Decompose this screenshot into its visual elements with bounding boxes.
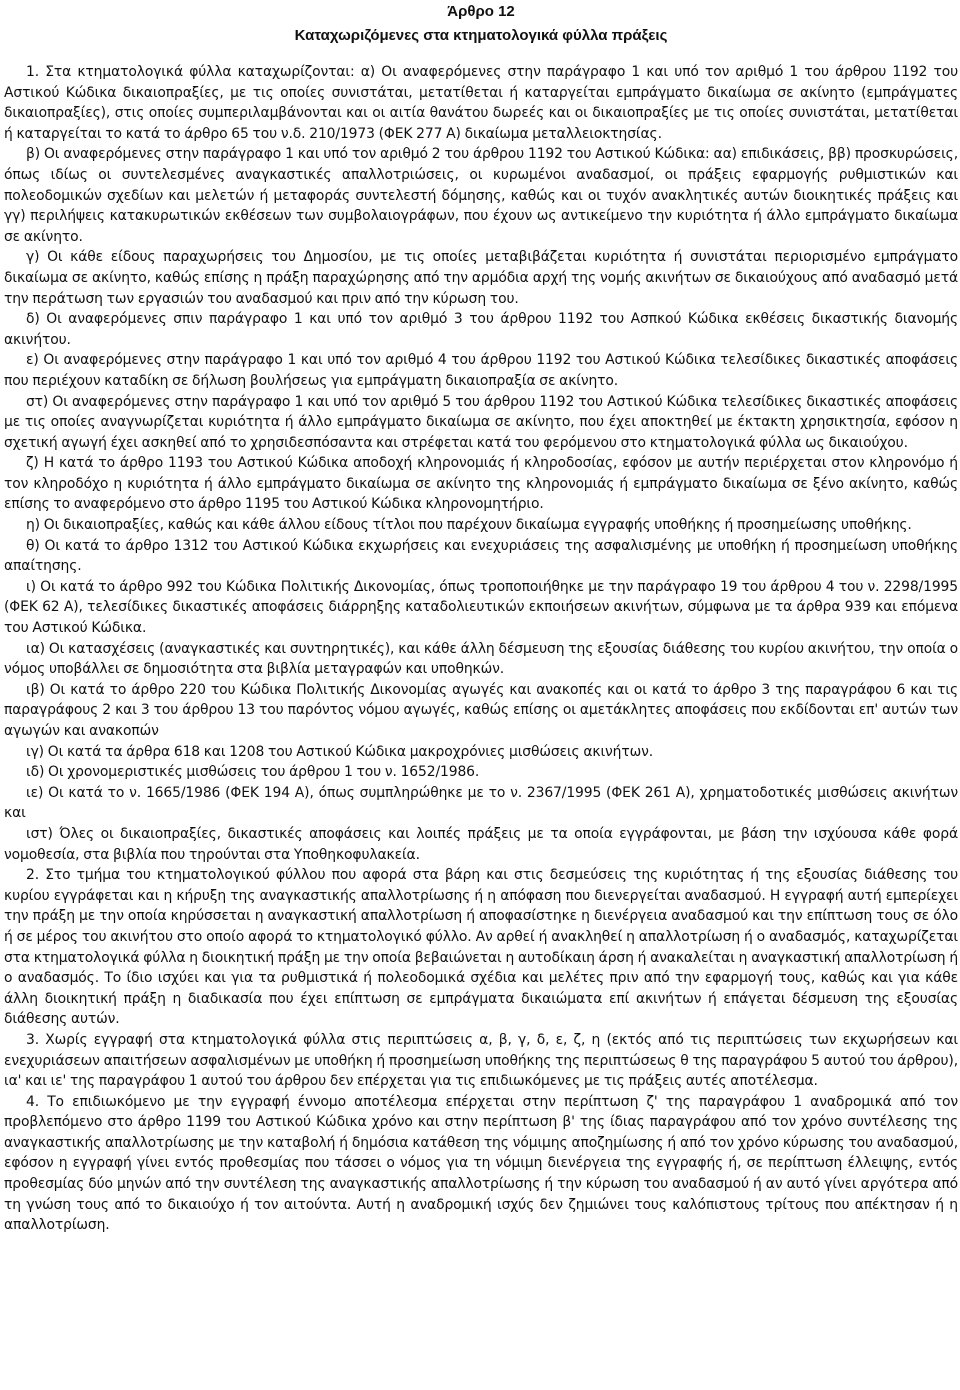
article-title: Άρθρο 12	[447, 3, 515, 20]
paragraph-1-i: η) Οι δικαιοπραξίες, καθώς και κάθε άλλου είδους τίτλοι που παρέχουν δικαίωμα εγγραφής υποθήκης ή προσημείωσης υποθήκης.	[26, 517, 912, 534]
paragraph-1-z: ζ) Η κατά το άρθρο 1193 του Αστικού Κώδικα αποδοχή κληρονομιάς ή κληροδοσίας, εφόσον με αυτήν περιέρχεται στον κληρονόμο ή τον κληροδόχο η κυριότητα ή άλλο εμπράγματο δικαίωμα σε ακίνητο της κληρονομιάς ή εμπράγματο δικαίωμα σε ξένο ακίνητο, καθώς επίσης το αναφερόμενο στο άρθρο 1195 του Αστικού Κώδικα κληρονομητήριο.	[4, 455, 958, 513]
paragraph-1-iota: ι) Οι κατά το άρθρο 992 του Κώδικα Πολιτικής Δικονομίας, όπως τροποποιήθηκε με την παράγραφο 19 του άρθρου 4 του ν. 2298/1995 (ΦΕΚ 62 Α), τελεσίδικες δικαστικές αποφάσεις διάρρηξης καταδολιευτικών εκποιήσεων ακινήτων, σύμφωνα με τα άρθρα 939 και επόμενα του Αστικού Κώδικα.	[4, 578, 958, 637]
paragraph-1-ig: ιγ) Οι κατά τα άρθρα 618 και 1208 του Αστικού Κώδικα μακροχρόνιες μισθώσεις ακινήτων.	[26, 743, 654, 760]
paragraph-1-ie: ιε) Οι κατά το ν. 1665/1986 (ΦΕΚ 194 Α), όπως συμπληρώθηκε με το ν. 2367/1995 (ΦΕΚ 261 Α), χρηματοδοτικές μισθώσεις ακινήτων και	[4, 784, 958, 822]
paragraph-1-e: ε) Οι αναφερόμενες στην παράγραφο 1 και υπό τον αριθμό 4 του άρθρου 1192 του Αστικού Κώδικα τελεσίδικες δικαστικές αποφάσεις που περιέχουν καταδίκη σε δήλωση βουλήσεως για εμπράγματη δικαιοπραξία σε ακίνητο.	[4, 352, 958, 389]
paragraph-1-ib: ιβ) Οι κατά το άρθρο 220 του Κώδικα Πολιτικής Δικονομίας αγωγές και ανακοπές και οι κατά το άρθρο 3 της παραγράφου 6 και τις παραγράφους 2 και 3 του άρθρου 13 του παρόντος νόμου αγωγές, καθώς επίσης οι αμετάκλητες αποφάσεις που εκδίδονται επ' αυτών των αγωγών και ανακοπών	[4, 681, 958, 739]
paragraph-1-b: β) Οι αναφερόμενες στην παράγραφο 1 και υπό τον αριθμό 2 του άρθρου 1192 του Αστικού Κώδικα: αα) επιδικάσεις, ββ) προσκυρώσεις, όπως ιδίως οι συντελεσμένες αναγκαστικές απαλλοτριώσεις, οι κυρωμένοι αναδασμοί, οι πράξεις εφαρμογής ρυθμιστικών και πολεοδομικών σχεδίων και μελετών ή μεταφοράς συντελεστή δόμησης, καθώς και οι τυχόν ανακλητικές αυτών διοικητικές πράξεις και γγ) περιλήψεις κατακυρωτικών εκθέσεων των συμβολαιογράφων, που έχουν ως αντικείμενο την κυριότητα ή άλλο εμπράγματο δικαίωμα σε ακίνητο.	[4, 146, 958, 245]
paragraph-3: 3. Χωρίς εγγραφή στα κτηματολογικά φύλλα στις περιπτώσεις α, β, γ, δ, ε, ζ, η (εκτός από τις περιπτώσεις των εκχωρήσεων και ενεχυριάσεων απαιτήσεων ασφαλισμένων με υποθήκη ή προσημείωση υποθήκης της περιπτώσεως θ της παραγράφου 5 αυτού του άρθρου), ια' και ιε' της παραγράφου 1 αυτού του άρθρου δεν επέρχεται για τις επιδιωκόμενες με τις πράξεις αυτές αποτέλεσμα.	[4, 1031, 958, 1090]
paragraph-1-th: θ) Οι κατά το άρθρο 1312 του Αστικού Κώδικα εκχωρήσεις και ενεχυριάσεις της ασφαλισμένης με υποθήκη ή προσημείωση υποθήκης απαίτησης.	[4, 537, 958, 575]
paragraph-4: 4. Το επιδιωκόμενο με την εγγραφή έννομο αποτέλεσμα επέρχεται στην περίπτωση ζ' της παραγράφου 1 αναδρομικά από τον προβλεπόμενο στο άρθρο 1199 του Αστικού Κώδικα χρόνο και στην περίπτωση β' της ίδιας παραγράφου από τον χρόνο συντέλεσης της αναγκαστικής απαλλοτρίωσης με την καταβολή ή δημόσια κατάθεση της νόμιμης αποζημίωσης ή από τον χρόνο κύρωσης του αναδασμού, εφόσον η εγγραφή γίνει εντός προθεσμίας που τάσσει ο νόμος για τη νόμιμη διενέργεια της εγγραφής ή, σε περίπτωση έλλειψης, εντός προθεσμίας δύο μηνών από την συντέλεση της αναγκαστικής απαλλοτρίωσης ή την κύρωση του αναδασμού ή αν αυτό γίνει αργότερα από τη γνώση τους από το δικαιούχο ή τον αιτούντα. Αυτή η αναδρομική ισχύς δεν ζημιώνει τους καλόπιστους τρίτους που απέκτησαν ή η απαλλοτρίωση.	[4, 1093, 958, 1234]
paragraph-1-ia: ια) Οι κατασχέσεις (αναγκαστικές και συντηρητικές), και κάθε άλλη δέσμευση της εξουσίας διάθεσης του κυρίου ακινήτου, την οποία ο νόμος υποβάλλει σε δημοσιότητα στα βιβλία μεταγραφών και υποθηκών.	[4, 640, 958, 678]
paragraph-1-st: στ) Οι αναφερόμενες στην παράγραφο 1 και υπό τον αριθμό 5 του άρθρου 1192 του Αστικού Κώδικα τελεσίδικες δικαστικές αποφάσεις με τις οποίες αναγνωρίζεται κυριότητα ή άλλο εμπράγματο δικαίωμα σε ακίνητο, που έχει αποκτηθεί με έκτακτη χρησικτησία, εφόσον η σχετική αγωγή έχει ασκηθεί από το χρησιδεσπόσαντα και στρέφεται κατά του φερόμενου στο κτηματολογικά φύλλα ως δικαιούχου.	[4, 393, 958, 451]
paragraph-1-d: δ) Οι αναφερόμενες σπιν παράγραφο 1 και υπό τον αριθμό 3 του άρθρου 1192 του Ασπκού Κώδικα εκθέσεις δικαστικής διανομής ακινήτου.	[4, 311, 958, 348]
paragraph-1-ist: ιστ) Όλες οι δικαιοπραξίες, δικαστικές αποφάσεις και λοιπές πράξεις με τα οποία εγγράφονται, με βάση την ισχύουσα κάθε φορά νομοθεσία, στα βιβλία που τηρούνται στα Υποθηκοφυλακεία.	[4, 825, 958, 863]
article-subtitle: Καταχωριζόμενες στα κτηματολογικά φύλλα πράξεις	[294, 27, 668, 44]
paragraph-1-id: ιδ) Οι χρονομεριστικές μισθώσεις του άρθρου 1 του ν. 1652/1986.	[26, 764, 480, 781]
article-body	[4, 62, 958, 1236]
paragraph-1: 1. Στα κτηματολογικά φύλλα καταχωρίζονται: α) Οι αναφερόμενες στην παράγραφο 1 και υπό τον αριθμό 1 του άρθρου 1192 του Αστικού Κώδικα δικαιοπραξίες, με τις οποίες συνιστάται, μετατίθεται ή καταργείται εμπράγματο δικαίωμα σε ακίνητο (εμπράγματες δικαιοπραξίες), στις οποίες συμπεριλαμβάνονται και οι αιτία θανάτου δωρεές και οι δικαιοπραξίες με τις οποίες συνιστάται, μετατίθεται ή καταργείται το κατά το άρθρο 65 του ν.δ. 210/1973 (ΦΕΚ 277 Α) δικαίωμα μεταλλειοκτησίας.	[4, 64, 958, 142]
paragraph-2: 2. Στο τμήμα του κτηματολογικού φύλλου που αφορά στα βάρη και στις δεσμεύσεις της κυριότητας ή της εξουσίας διάθεσης του κυρίου εγγράφεται και η κήρυξη της αναγκαστικής απαλλοτρίωσης ή η απόφαση που διενεργείται αναδασμού. Η εγγραφή αυτή εμπερίεχει την πράξη με την οποία κηρύσσεται η αναγκαστική απαλλοτρίωση ή αποφασίστηκε η διενέργεια αναδασμού και την επίπτωση τους σε όλο ή σε μέρος του ακινήτου στο οποίο αφορά το κτηματολογικό φύλλο. Αν αρθεί ή ανακληθεί η απαλλοτρίωση ή ο αναδασμός, καταχωρίζεται στα κτηματολογικά φύλλα η διοικητική πράξη με την οποία βεβαιώνεται η αυτοδίκαιη άρση ή ανακαλείται η αναγκαστική απαλλοτρίωση ή ο αναδασμός. Το ίδιο ισχύει και για τα ρυθμιστικά ή πολεοδομικά σχέδια και μελέτες πριν από την εφαρμογή τους, καθώς και για κάθε άλλη διοικητική πράξη η διαδικασία που έχει επίπτωση σε εμπράγματα δικαιώματα επί ακινήτων ή επάγεται δέσμευση της εξουσίας διάθεσης αυτών.	[4, 867, 958, 1028]
paragraph-1-c: γ) Οι κάθε είδους παραχωρήσεις του Δημοσίου, με τις οποίες μεταβιβάζεται κυριότητα ή συνιστάται περιορισμένο εμπράγματο δικαίωμα σε ακίνητο, καθώς επίσης η πράξη παραχώρησης από την αρμόδια αρχή της νομής ακινήτων σε δικαιούχους από αναδασμό μετά την περάτωση των εργασιών του αναδασμού και πριν από την κύρωση του.	[4, 249, 958, 307]
